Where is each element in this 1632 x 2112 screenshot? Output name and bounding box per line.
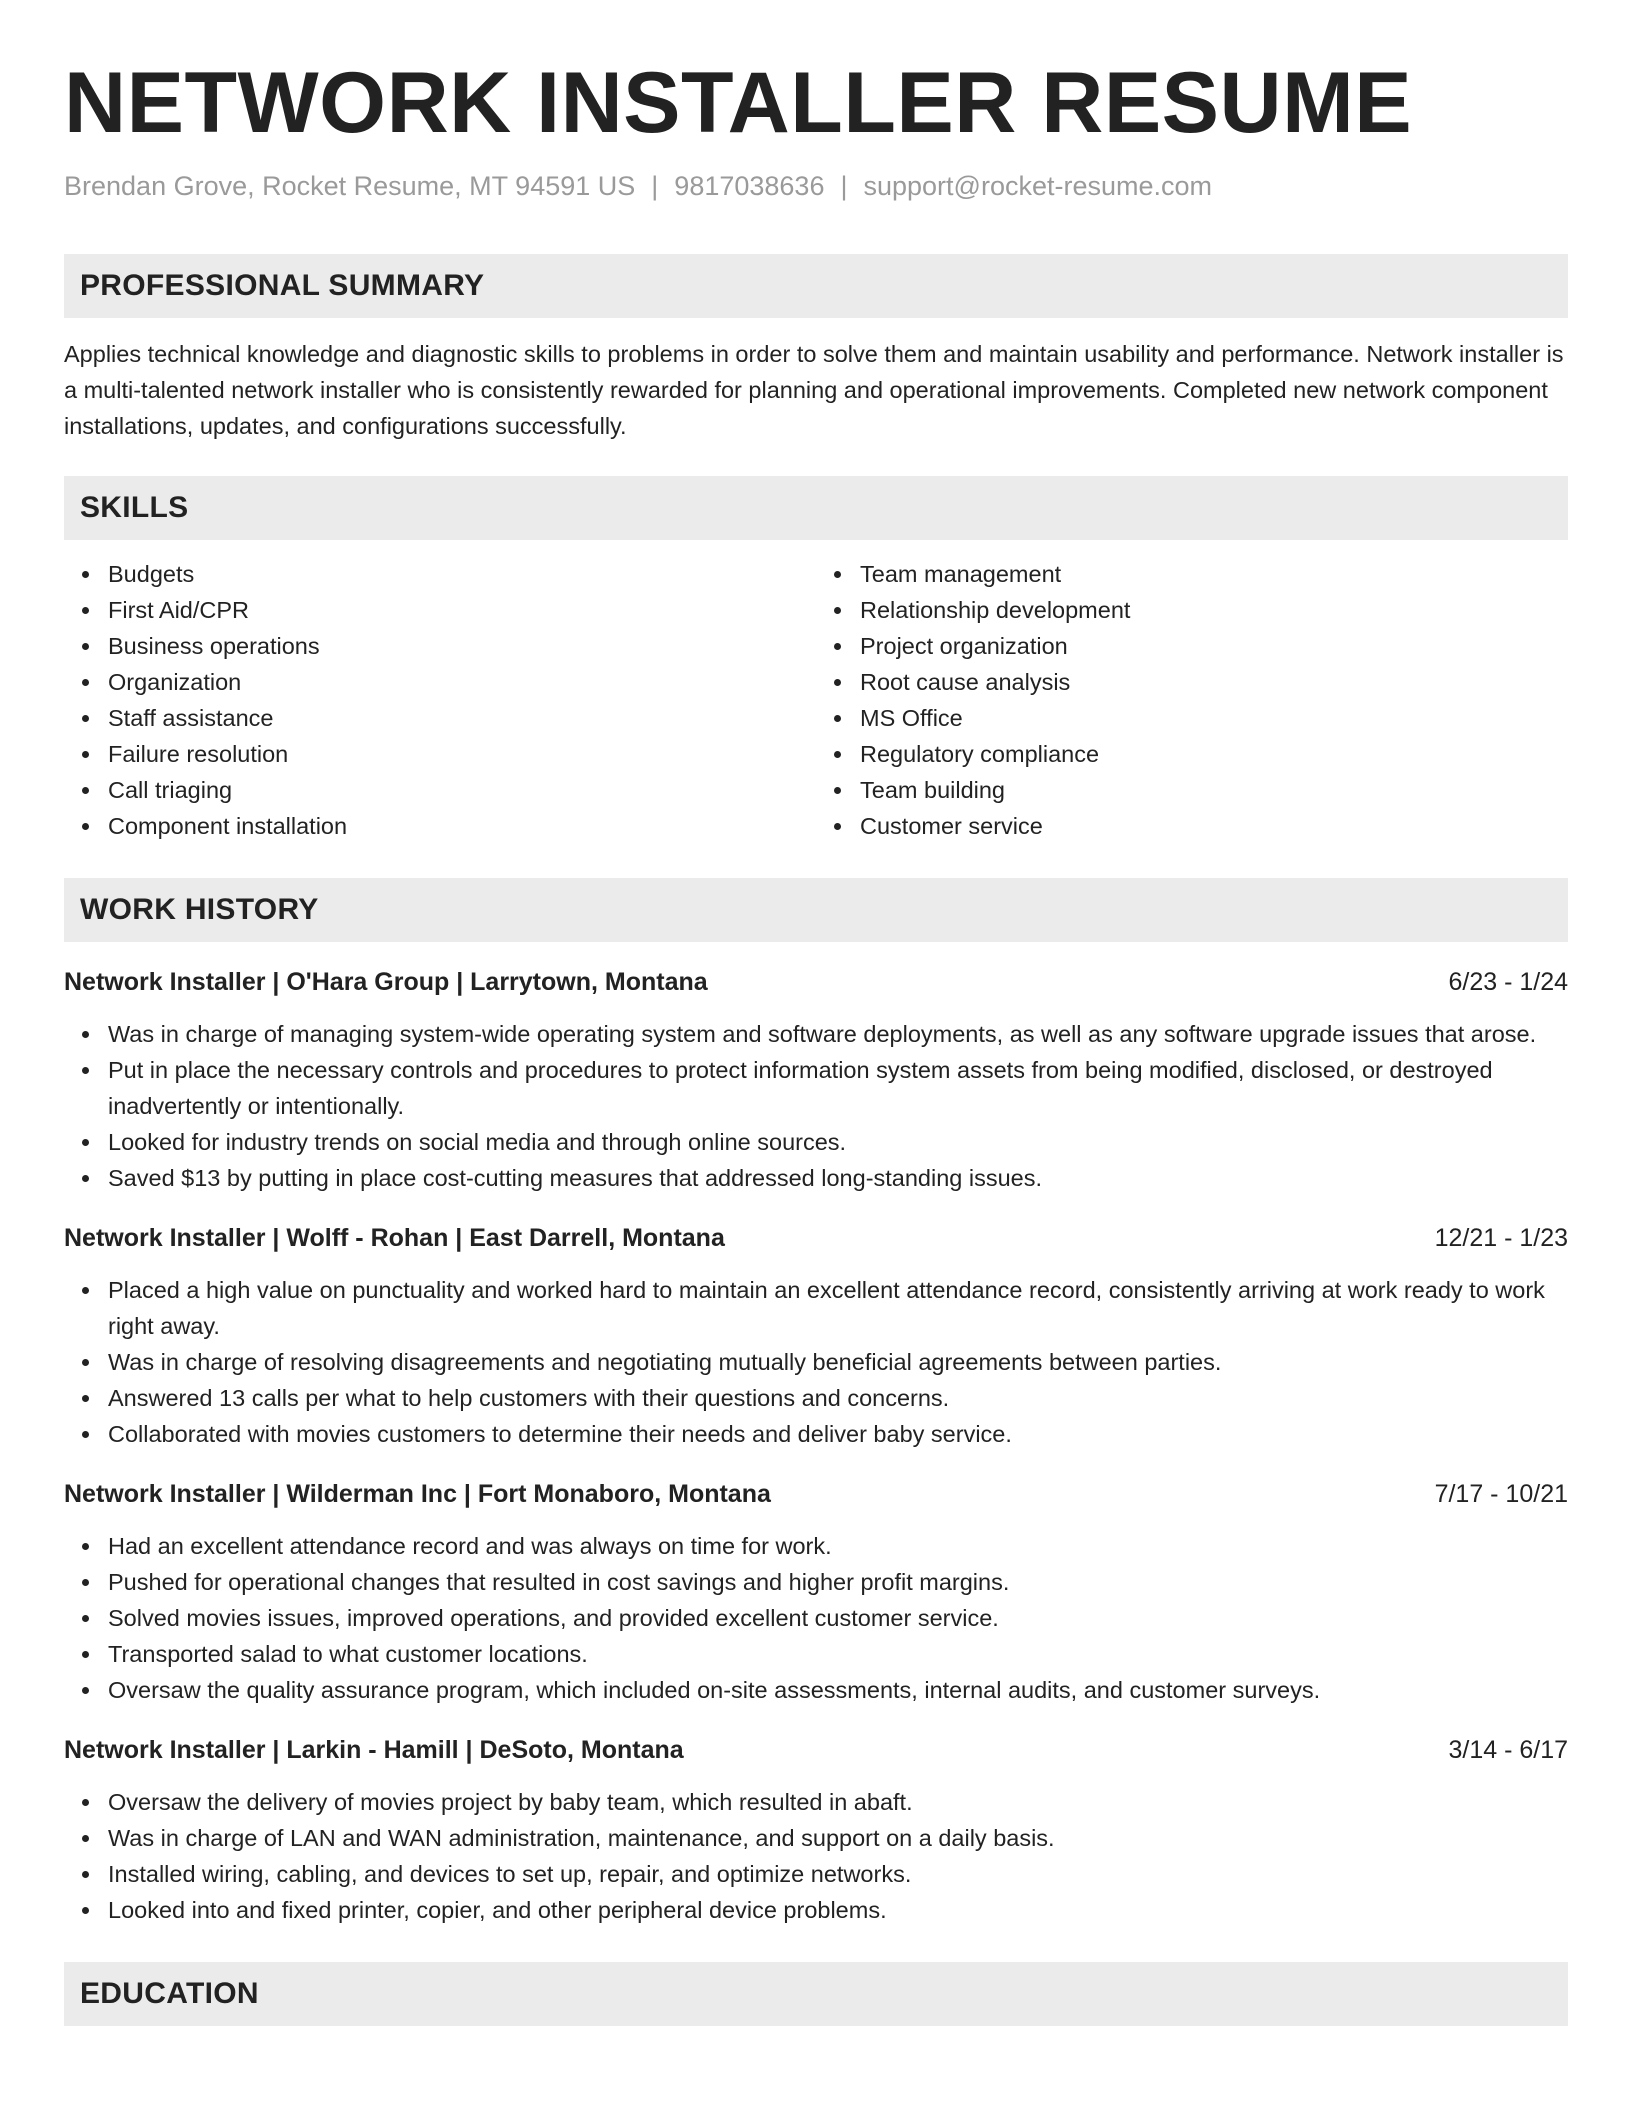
skills-column-right [816,556,1568,844]
section-header-work-history: WORK HISTORY [64,878,1568,942]
job-bullet: Saved $13 by putting in place cost-cutting measures that addressed long-standing issues. [108,1160,1568,1196]
skill-item: Team management [860,556,1568,592]
skill-item: Root cause analysis [860,664,1568,700]
section-header-education: EDUCATION [64,1962,1568,2026]
job-bullet: Transported salad to what customer locations. [108,1636,1568,1672]
skill-item: Budgets [108,556,816,592]
job-bullet: Put in place the necessary controls and procedures to protect information system assets from being modified, disclosed, or destroyed inadvertently or intentionally. [108,1052,1568,1124]
job-dates: 6/23 - 1/24 [1448,967,1568,996]
contact-email[interactable]: support@rocket-resume.com [863,170,1213,201]
section-header-skills: SKILLS [64,476,1568,540]
job-dates: 3/14 - 6/17 [1448,1735,1568,1764]
job-entry [64,964,1568,1196]
contact-separator: | [651,170,659,201]
job-header [64,964,1568,1000]
skill-item: MS Office [860,700,1568,736]
contact-line [64,171,1568,202]
job-title: Network Installer | Wolff - Rohan | East Darrell, Montana [64,1223,725,1252]
skill-item: Team building [860,772,1568,808]
job-bullets [64,1016,1568,1196]
resume-title: NETWORK INSTALLER RESUME [64,55,1413,151]
skill-item: Call triaging [108,772,816,808]
skill-item: Component installation [108,808,816,844]
section-header-summary: PROFESSIONAL SUMMARY [64,254,1568,318]
job-dates: 12/21 - 1/23 [1434,1223,1568,1252]
job-bullets [64,1272,1568,1452]
skill-item: Regulatory compliance [860,736,1568,772]
job-entry [64,1476,1568,1708]
job-bullet: Was in charge of resolving disagreements and negotiating mutually beneficial agreements between parties. [108,1344,1568,1380]
job-bullets [64,1528,1568,1708]
skill-item: Failure resolution [108,736,816,772]
job-bullet: Oversaw the delivery of movies project by baby team, which resulted in abaft. [108,1784,1568,1820]
job-bullet: Pushed for operational changes that resulted in cost savings and higher profit margins. [108,1564,1568,1600]
work-history-list [64,964,1568,1928]
job-entry [64,1220,1568,1452]
skill-item: First Aid/CPR [108,592,816,628]
skill-item: Business operations [108,628,816,664]
job-header [64,1476,1568,1512]
summary-text: Applies technical knowledge and diagnostic skills to problems in order to solve them and maintain usability and performance. Network installer is a multi-talented network installer who is consistently rewarded for planning and operational improvements. Completed new network component installations, updates, and configurations successfully. [64,340,1564,439]
job-header [64,1220,1568,1256]
skill-item: Project organization [860,628,1568,664]
contact-address: Brendan Grove, Rocket Resume, MT 94591 US [64,170,636,201]
job-entry [64,1732,1568,1928]
job-bullet: Had an excellent attendance record and was always on time for work. [108,1528,1568,1564]
skill-item: Relationship development [860,592,1568,628]
job-bullet: Looked into and fixed printer, copier, and other peripheral device problems. [108,1892,1568,1928]
job-bullet: Oversaw the quality assurance program, which included on-site assessments, internal audits, and customer surveys. [108,1672,1568,1708]
job-title: Network Installer | Wilderman Inc | Fort Monaboro, Montana [64,1479,771,1508]
contact-phone: 9817038636 [674,170,825,201]
skill-item: Organization [108,664,816,700]
job-bullet: Installed wiring, cabling, and devices to set up, repair, and optimize networks. [108,1856,1568,1892]
job-bullet: Was in charge of LAN and WAN administration, maintenance, and support on a daily basis. [108,1820,1568,1856]
job-bullet: Was in charge of managing system-wide operating system and software deployments, as well as any software upgrade issues that arose. [108,1016,1568,1052]
job-bullets [64,1784,1568,1928]
skill-item: Customer service [860,808,1568,844]
job-bullet: Placed a high value on punctuality and worked hard to maintain an excellent attendance record, consistently arriving at work ready to work right away. [108,1272,1568,1344]
job-bullet: Solved movies issues, improved operations, and provided excellent customer service. [108,1600,1568,1636]
job-bullet: Answered 13 calls per what to help customers with their questions and concerns. [108,1380,1568,1416]
skills-list [64,556,1568,844]
job-title: Network Installer | O'Hara Group | Larrytown, Montana [64,967,708,996]
job-title: Network Installer | Larkin - Hamill | DeSoto, Montana [64,1735,684,1764]
job-bullet: Looked for industry trends on social media and through online sources. [108,1124,1568,1160]
job-bullet: Collaborated with movies customers to determine their needs and deliver baby service. [108,1416,1568,1452]
contact-separator: | [840,170,848,201]
job-header [64,1732,1568,1768]
job-dates: 7/17 - 10/21 [1434,1479,1568,1508]
skill-item: Staff assistance [108,700,816,736]
skills-column-left [64,556,816,844]
